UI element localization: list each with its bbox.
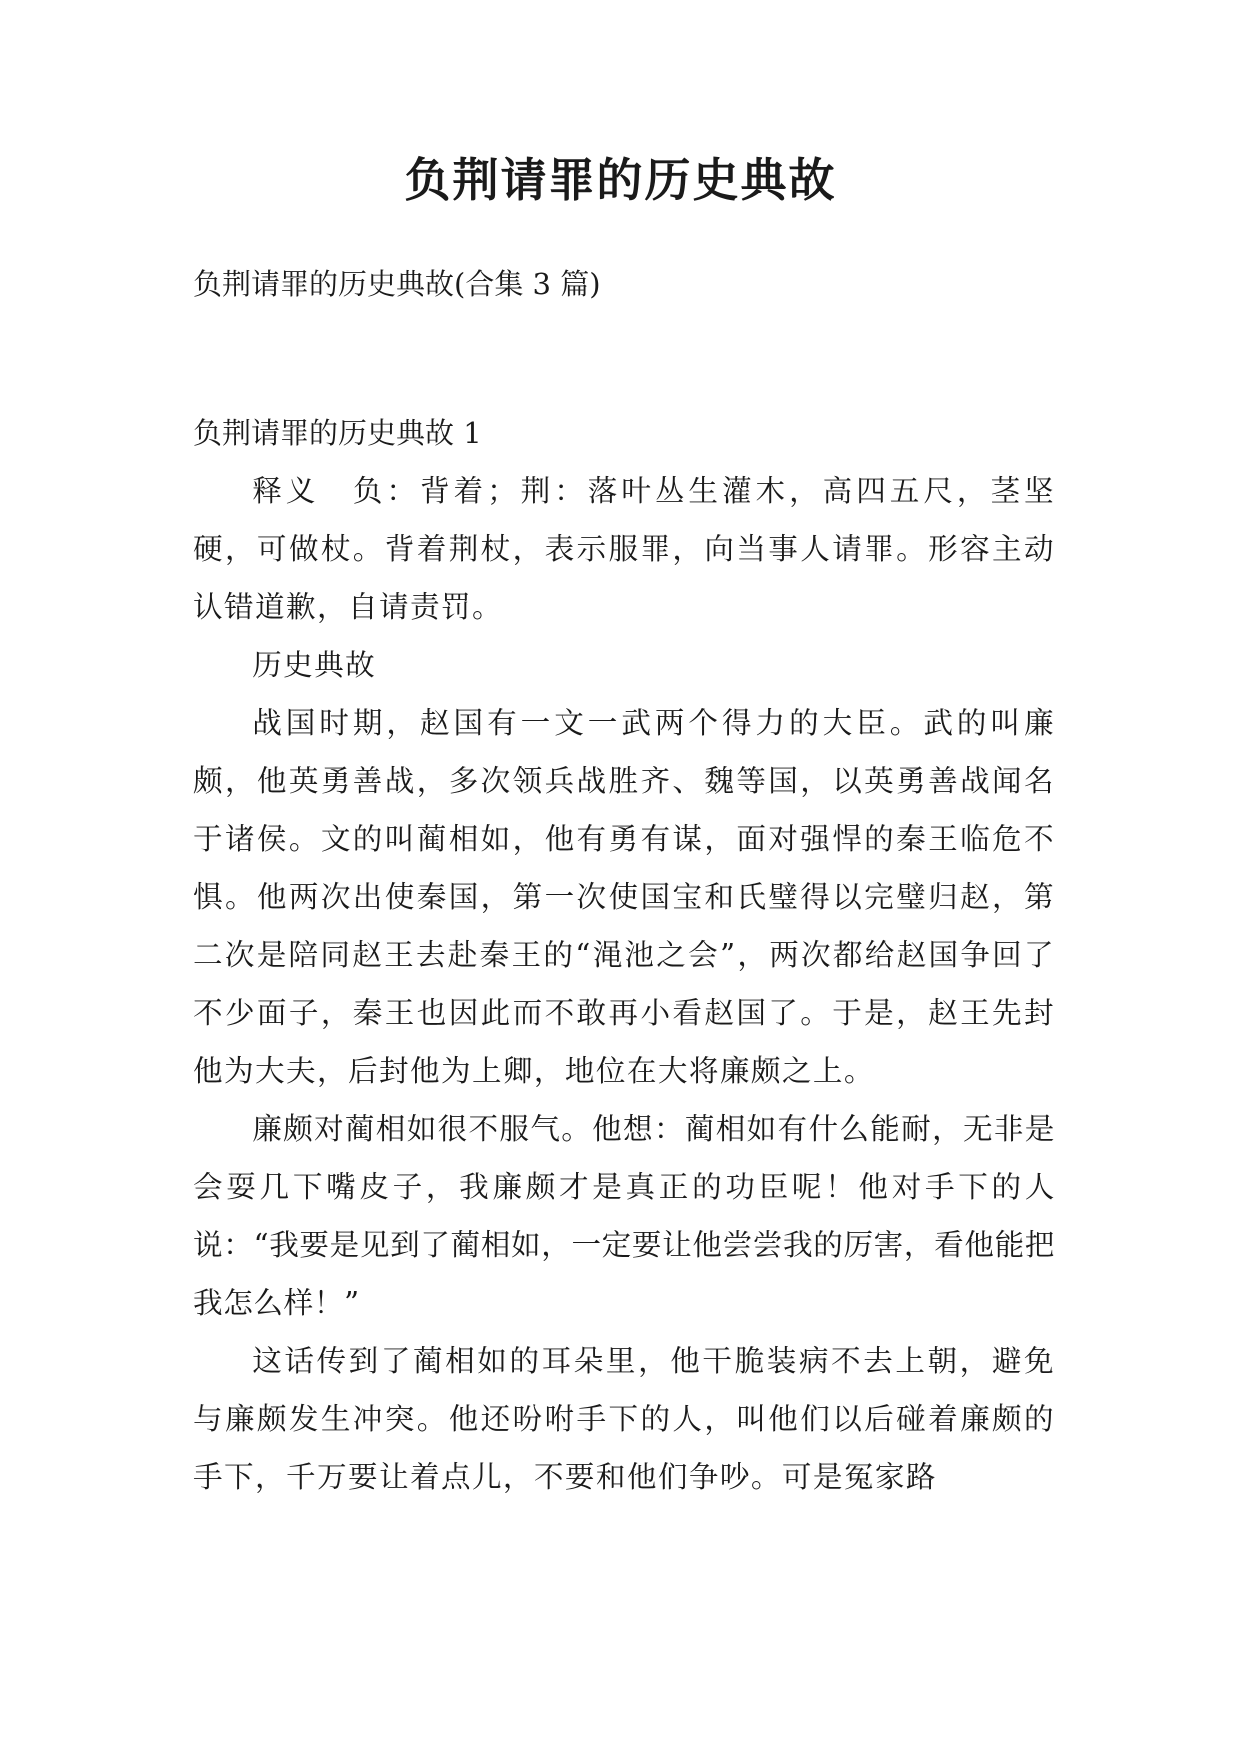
document-subtitle: 负荆请罪的历史典故(合集 3 篇)	[193, 267, 601, 301]
document-title: 负荆请罪的历史典故	[404, 153, 837, 207]
paragraph-heading-history: 历史典故	[252, 648, 377, 682]
section-heading: 负荆请罪的历史典故 1	[193, 416, 482, 450]
paragraph-story-1: 战国时期，赵国有一文一武两个得力的大臣。武的叫廉颇，他英勇善战，多次领兵战胜齐、魏等国，以英勇善战闻名于诸侯。文的叫蔺相如，他有勇有谋，面对强悍的秦王临危不惧。他两次出使秦国，第一次使国宝和氏璧得以完璧归赵，第二次是陪同赵王去赴秦王的“渑池之会”，两次都给赵国争回了不少面子，秦王也因此而不敢再小看赵国了。于是，赵王先封他为大夫，后封他为上卿，地位在大将廉颇之上。	[193, 706, 1055, 1088]
paragraph-story-2: 廉颇对蔺相如很不服气。他想：蔺相如有什么能耐，无非是会耍几下嘴皮子，我廉颇才是真正的功臣呢！他对手下的人说：“我要是见到了蔺相如，一定要让他尝尝我的厉害，看他能把我怎么样！”	[193, 1112, 1055, 1320]
document-body	[193, 404, 1055, 1506]
paragraph-definition: 释义 负：背着；荆：落叶丛生灌木，高四五尺，茎坚硬，可做杖。背着荆杖，表示服罪，向当事人请罪。形容主动认错道歉，自请责罚。	[193, 474, 1055, 624]
paragraph-story-3: 这话传到了蔺相如的耳朵里，他干脆装病不去上朝，避免与廉颇发生冲突。他还吩咐手下的人，叫他们以后碰着廉颇的手下，千万要让着点儿，不要和他们争吵。可是冤家路	[193, 1344, 1055, 1494]
